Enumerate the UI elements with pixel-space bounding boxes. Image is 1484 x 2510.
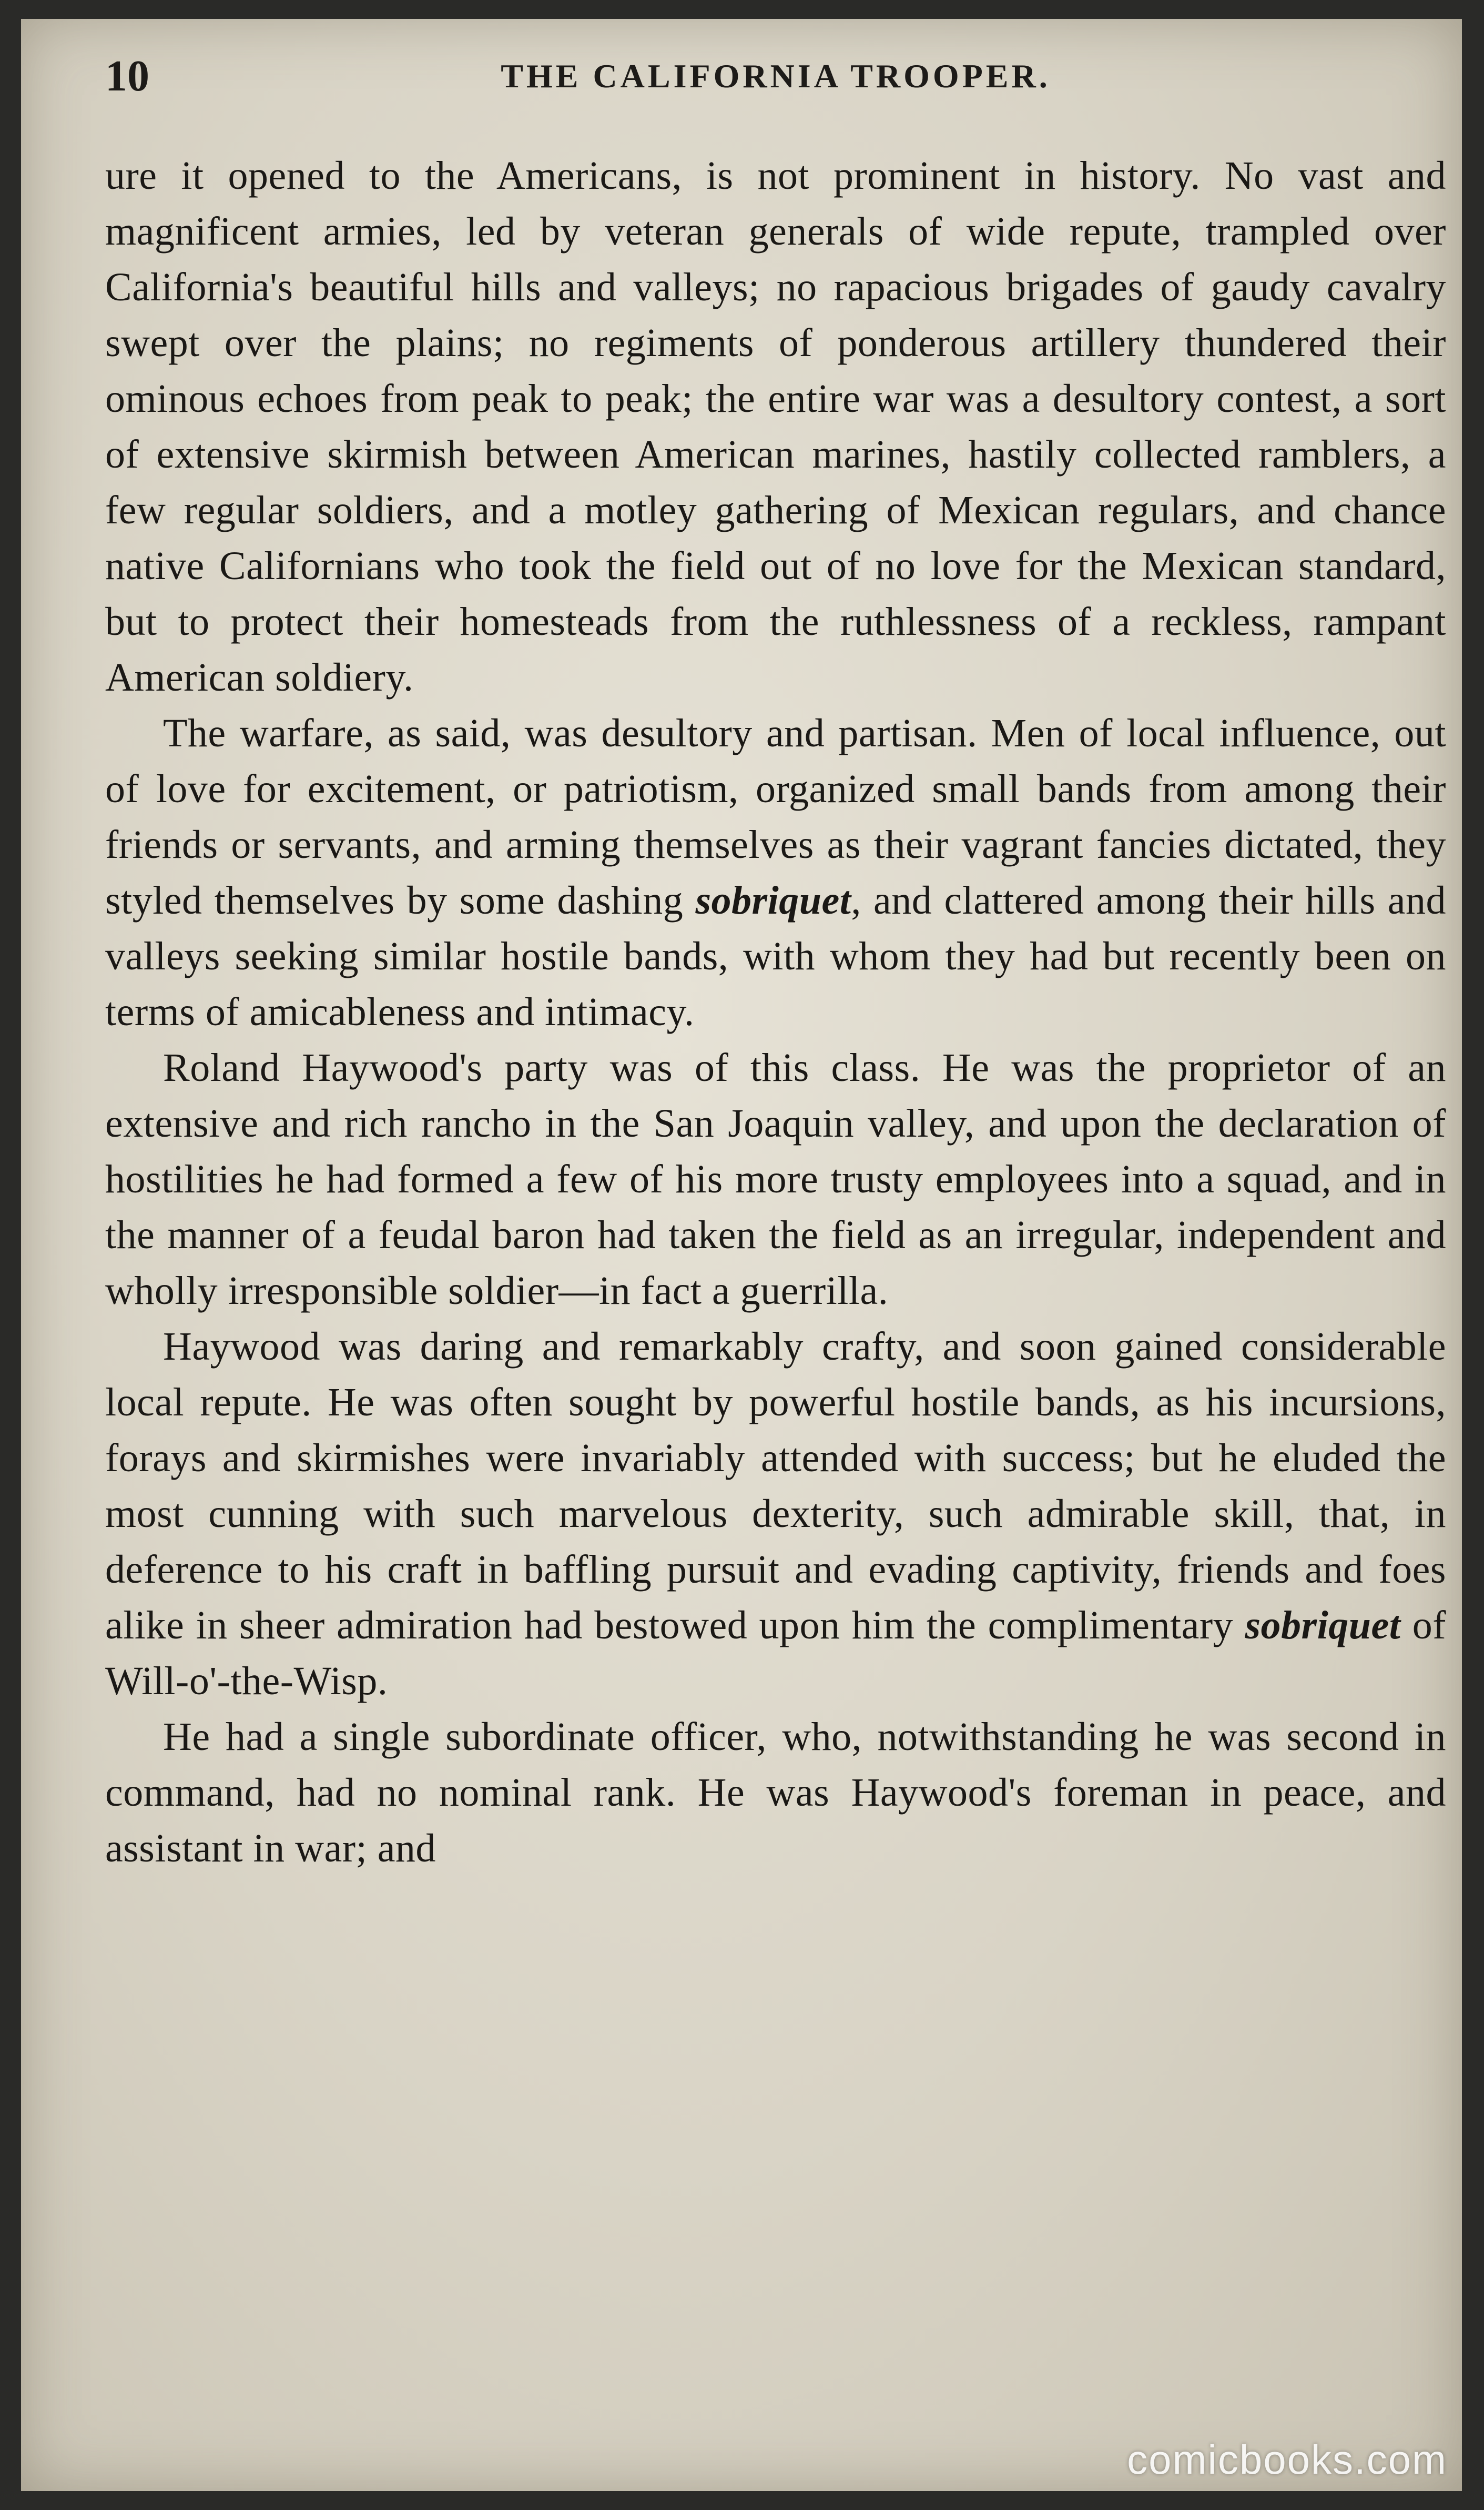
- paragraph-text: , and clattered among their hills and valleys seeking similar hostile bands, with whom they had but recently been on terms of amicableness and intimacy.: [105, 878, 1446, 1034]
- italic-term: sobriquet: [695, 878, 851, 923]
- paragraph-continuation: [105, 148, 1446, 705]
- paragraph-subordinate: [105, 1709, 1446, 1876]
- italic-term: sobriquet: [1245, 1603, 1401, 1647]
- paragraph-haywood-party: [105, 1040, 1446, 1319]
- page-header: [105, 45, 1446, 114]
- body-text: [105, 148, 1446, 1876]
- running-title: THE CALIFORNIA TROOPER.: [501, 57, 1051, 95]
- watermark-text: comicbooks.com: [1127, 2436, 1447, 2483]
- paragraph-text: Roland Haywood's party was of this class. He was the proprietor of an extensive and rich rancho in the San Joaquin valley, and upon the declaration of hostilities he had formed a few of his more trusty employees into a squad, and in the manner of a feudal baron had taken the field as an irregular, independent and wholly irresponsible soldier—in fact a guerrilla.: [105, 1046, 1446, 1313]
- paragraph-text: He had a single subordinate officer, who, notwithstanding he was second in command, had no nominal rank. He was Haywood's foreman in peace, and assistant in war; and: [105, 1715, 1446, 1870]
- book-page: [21, 19, 1462, 2491]
- paragraph-haywood-repute: [105, 1319, 1446, 1709]
- paragraph-warfare: [105, 705, 1446, 1040]
- paragraph-text: Haywood was daring and remarkably crafty, and soon gained considerable local repute. He was often sought by powerful hostile bands, as his incursions, forays and skirmishes were invariably attended with success; but he eluded the most cunning with such marvelous dexterity, such admirable skill, that, in deference to his craft in baffling pursuit and evading captivity, friends and foes alike in sheer admiration had bestowed upon him the complimentary: [105, 1324, 1446, 1647]
- paragraph-text: of Will-o'-the-Wisp.: [105, 1603, 1446, 1703]
- paragraph-text: ure it opened to the Americans, is not prominent in history. No vast and magnificent armies, led by veteran generals of wide repute, trampled over California's beautiful hills and valleys; no rapacious brigades of gaudy cavalry swept over the plains; no regiments of ponderous artillery thundered their ominous echoes from peak to peak; the entire war was a desultory contest, a sort of extensive skirmish between American marines, hastily collected ramblers, a few regular soldiers, and a motley gathering of Mexican regulars, and chance native Californians who took the field out of no love for the Mexican standard, but to protect their homesteads from the ruthlessness of a reckless, rampant American soldiery.: [105, 154, 1446, 700]
- paragraph-text: The warfare, as said, was desultory and partisan. Men of local influence, out of love for excitement, or patriotism, organized small bands from among their friends or servants, and arming themselves as their vagrant fancies dictated, they styled themselves by some dashing: [105, 711, 1446, 923]
- page-number: 10: [105, 52, 149, 100]
